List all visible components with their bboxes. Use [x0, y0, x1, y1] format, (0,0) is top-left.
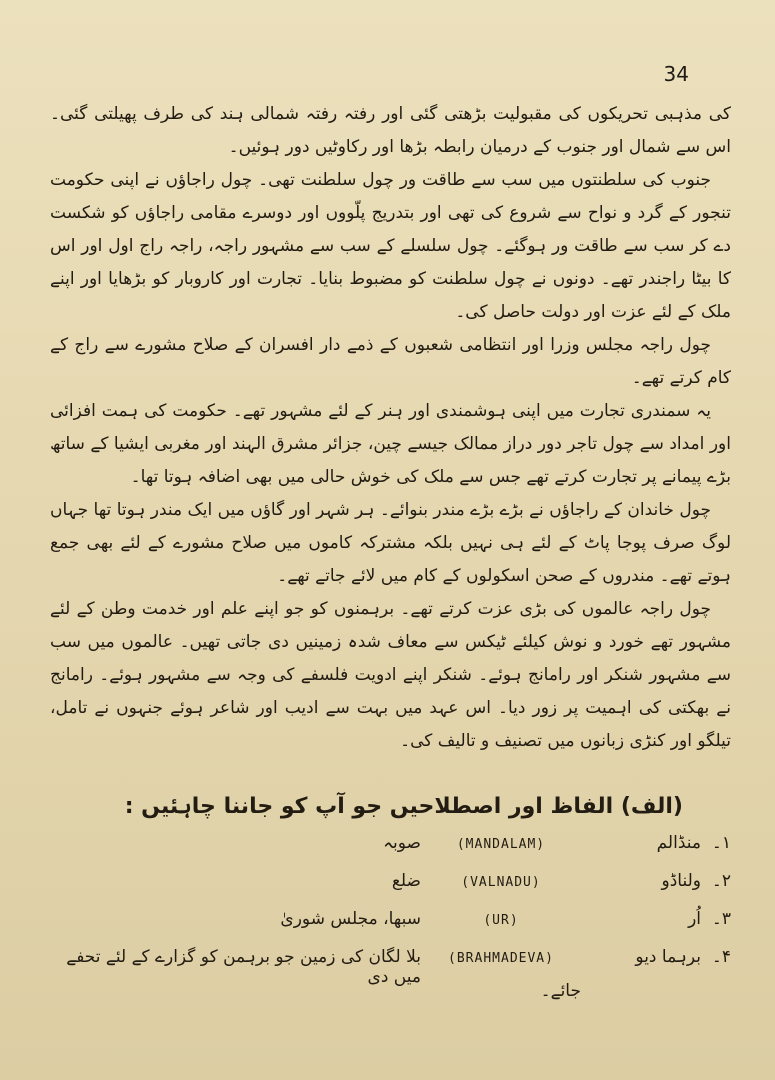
paragraph-4: یہ سمندری تجارت میں اپنی ہوشمندی اور ہنر کے لئے مشہور تھے۔ حکومت کی ہمت افزائی اور امداد سے چول تاجر دور دراز ممالک جیسے چین، جزائر مشرق الہند اور مغربی ایشیا کے ساتھ بڑے پیمانے پر تجارت کرتے تھے جس سے ملک کی خوش حالی میں بھی اضافہ ہوتا تھا۔	[50, 401, 731, 487]
term-number: ۲۔	[711, 871, 731, 891]
term-meaning: صوبہ	[383, 833, 421, 853]
body-text	[50, 98, 731, 758]
term-word: ولناڈو	[661, 871, 701, 891]
term-latin: (UR)	[483, 913, 519, 928]
term-meaning: بلا لگان کی زمین جو برہمن کو گزارے کے لئے تحفے میں دی	[66, 947, 421, 987]
term-word: برہما دیو	[635, 947, 701, 967]
paragraph-5: چول خاندان کے راجاؤں نے بڑے بڑے مندر بنوائے۔ ہر شہر اور گاؤں میں ایک مندر ہوتا تھا جہاں لوگ صرف پوجا پاٹ کے لئے ہی نہیں بلکہ مشترکہ کاموں میں صلاح مشورے کے لئے بھی جمع ہوتے تھے۔ مندروں کے صحن اسکولوں کے کام میں لائے جاتے تھے۔	[50, 500, 731, 586]
term-row	[40, 832, 731, 870]
term-number: ۴۔	[711, 947, 731, 967]
term-latin: (VALNADU)	[461, 875, 541, 890]
term-row	[40, 946, 731, 987]
term-row	[40, 870, 731, 908]
page-number: 34	[663, 62, 689, 86]
paragraph-6: چول راجہ عالموں کی بڑی عزت کرتے تھے۔ برہمنوں کو جو اپنے علم اور خدمت وطن کے لئے مشہور تھے خورد و نوش کیلئے ٹیکس سے معاف شدہ زمینیں دی جاتی تھیں۔ عالموں میں سب سے مشہور شنکر اور رامانج ہوئے۔ شنکر اپنے ادویت فلسفے کی وجہ سے مشہور ہوئے۔ رامانج نے بھکتی کی اہمیت پر زور دیا۔ اس عہد میں بہت سے ادیب اور شاعر ہوئے جنہوں نے تامل، تیلگو اور کنڑی زبانوں میں تصنیف و تالیف کی۔	[50, 599, 731, 751]
paragraph-1: کی مذہبی تحریکوں کی مقبولیت بڑھتی گئی اور رفتہ رفتہ شمالی ہند کی طرف پھیلتی گئی۔ اس سے شمال اور جنوب کے درمیان رابطہ بڑھا اور رکاوٹیں دور ہوئیں۔	[50, 104, 731, 157]
section-heading: (الف) الفاظ اور اصطلاحیں جو آپ کو جاننا چاہئیں :	[124, 794, 683, 819]
term-word: منڈالم	[656, 833, 701, 853]
paragraph-2: جنوب کی سلطنتوں میں سب سے طاقت ور چول سلطنت تھی۔ چول راجاؤں نے اپنی حکومت تنجور کے گرد و نواح سے شروع کی تھی اور بتدریج پلّووں اور دوسرے مقامی راجاؤں کو شکست دے کر سب سے طاقت ور ہوگئے۔ چول سلسلے کے سب سے مشہور راجہ، راجہ راج اول اور اس کا بیٹا راجندر تھے۔ دونوں نے چول سلطنت کو مضبوط بنایا۔ تجارت اور کاروبار کو بڑھایا اور اپنے ملک کے لئے عزت اور دولت حاصل کی۔	[50, 170, 731, 322]
term-meaning: سبھا، مجلس شوریٰ	[280, 909, 421, 929]
term-meaning: ضلع	[391, 871, 421, 891]
term-row	[40, 908, 731, 946]
term-number: ۱۔	[711, 833, 731, 853]
term-word: اُر	[688, 909, 701, 929]
paragraph-3: چول راجہ مجلس وزرا اور انتظامی شعبوں کے ذمے دار افسران کے صلاح مشورے سے راج کے کام کرتے تھے۔	[50, 335, 731, 388]
term-latin: (MANDALAM)	[456, 837, 546, 852]
term-latin: (BRAHMADEVA)	[448, 951, 554, 966]
term-number: ۳۔	[711, 909, 731, 929]
term-meaning-continued: جائے۔	[540, 981, 581, 1001]
terms-list	[40, 832, 731, 1001]
